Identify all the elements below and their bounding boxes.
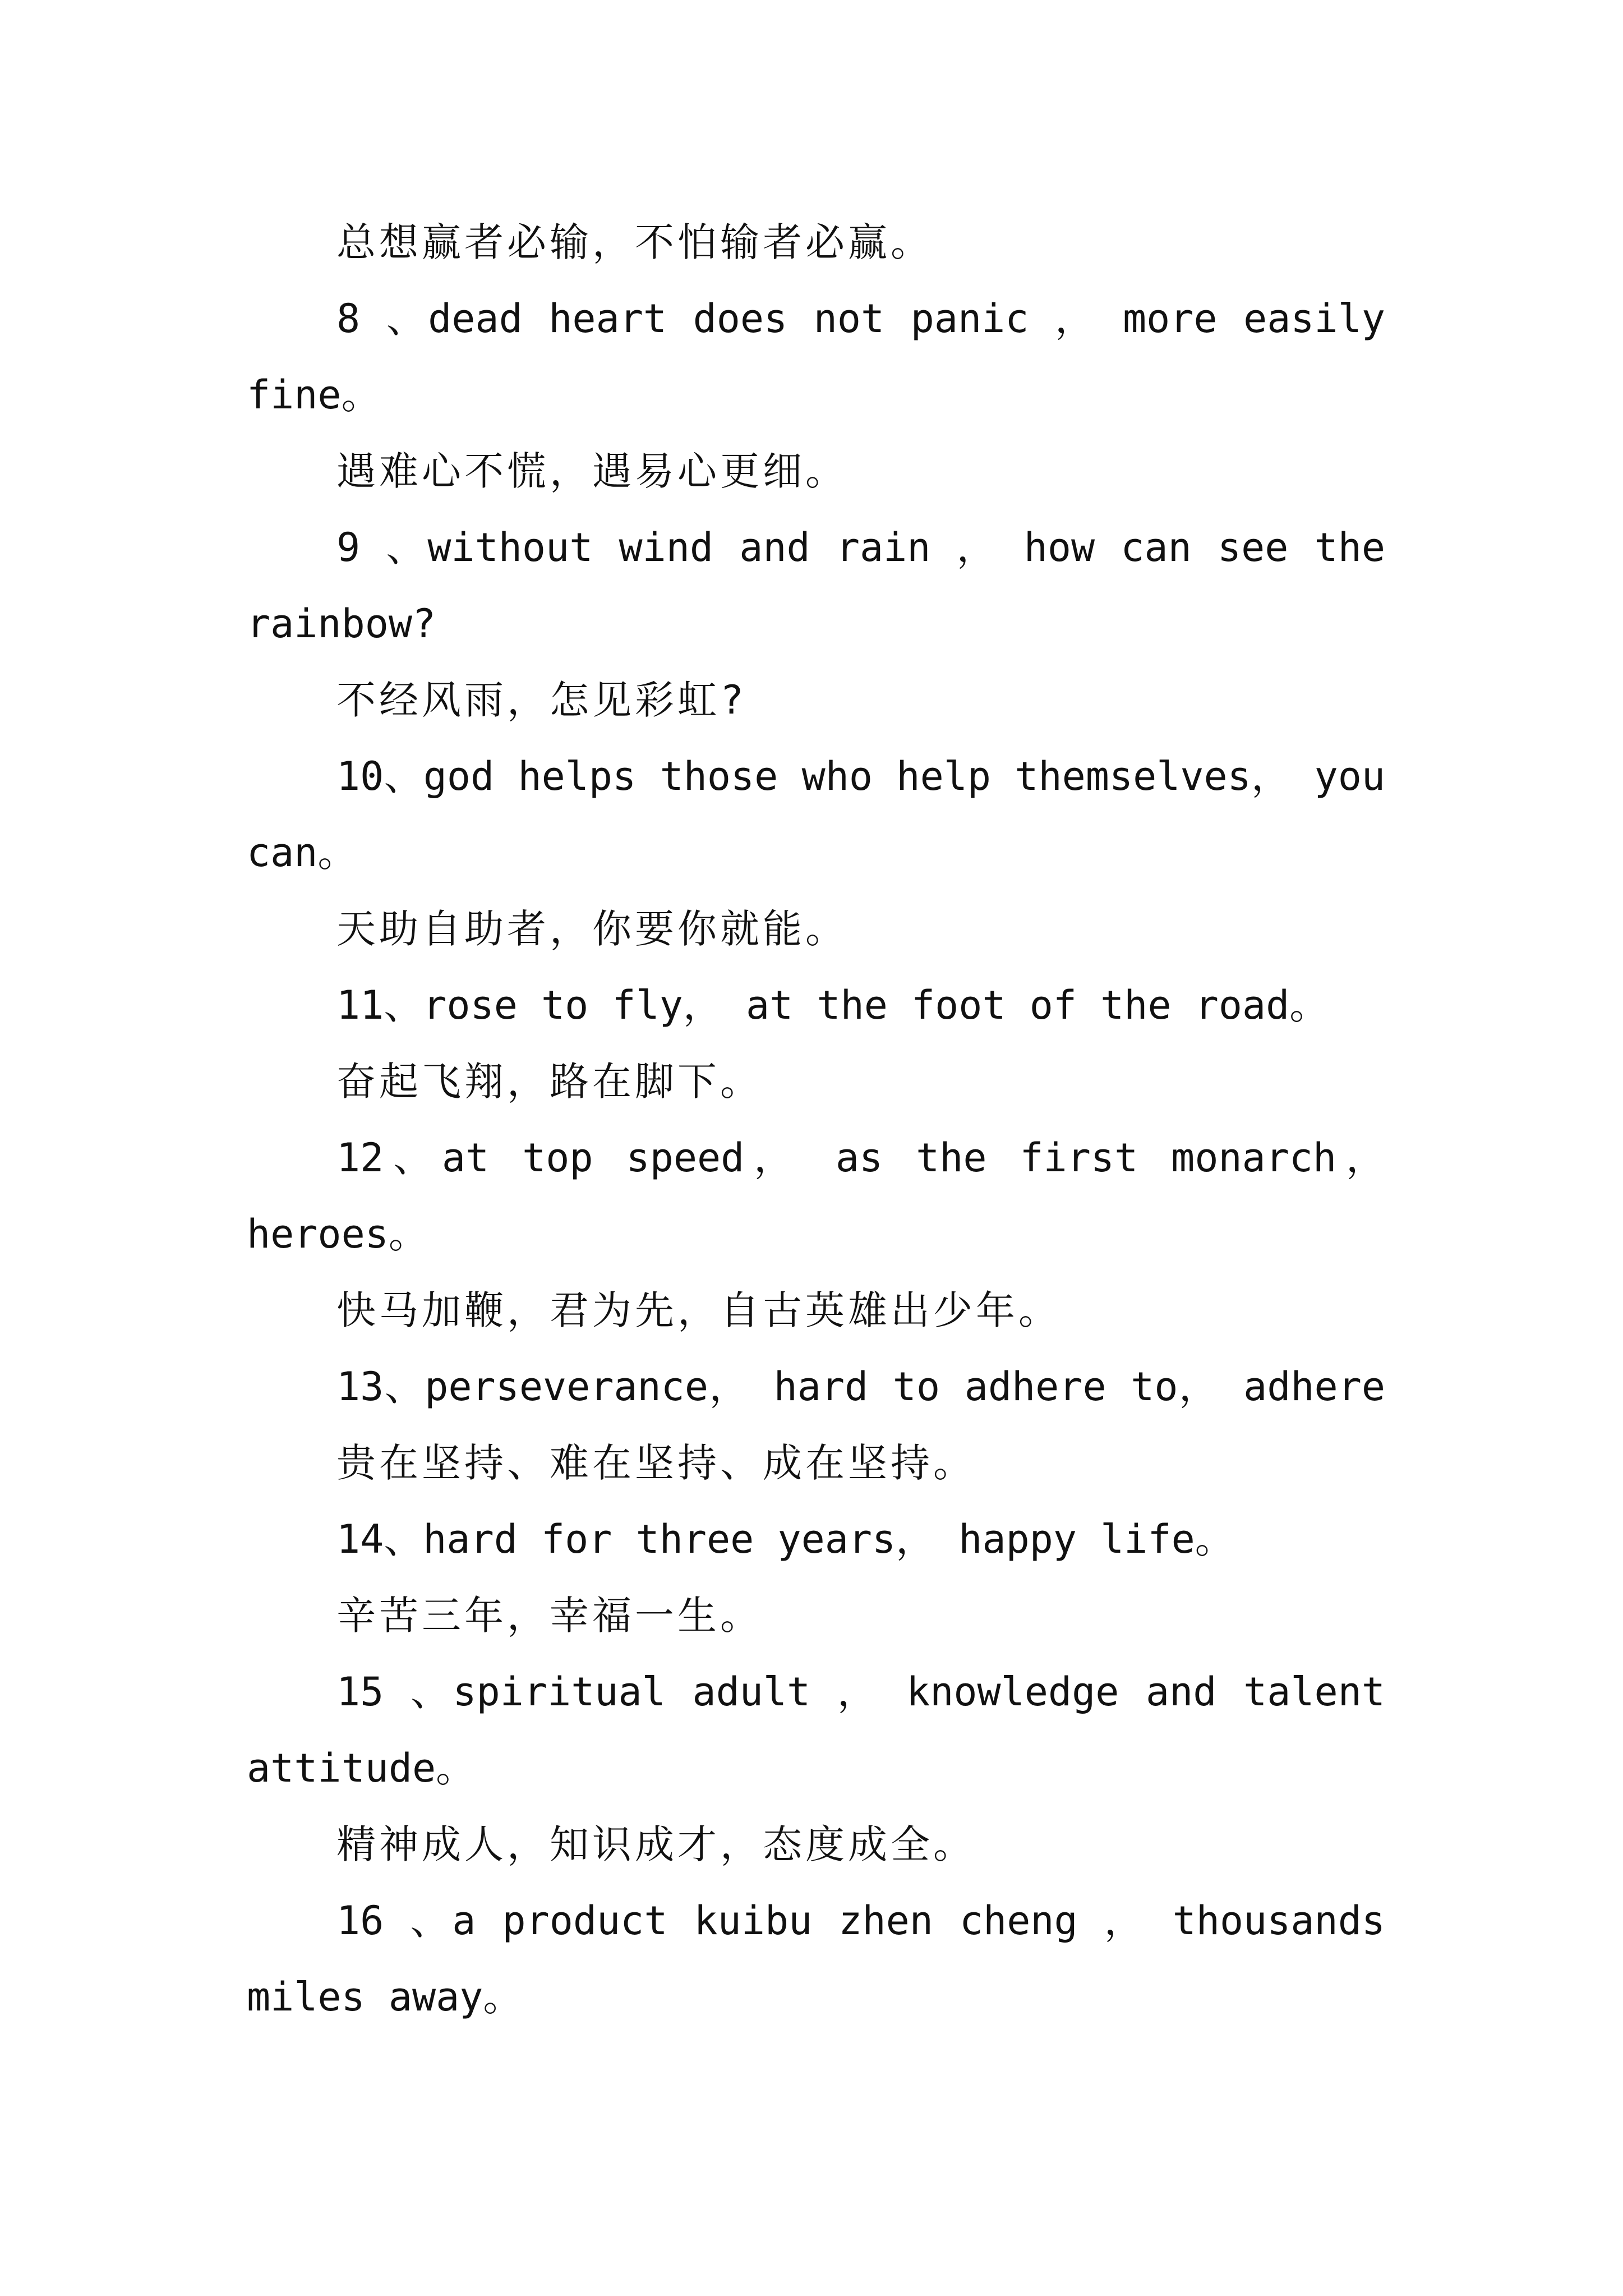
text-line-zh: 奋起飞翔，路在脚下。 xyxy=(336,1059,763,1105)
document-text xyxy=(247,204,1385,2035)
text-line-item-10: 10、god helps those who help themselves， you xyxy=(336,753,1385,799)
text-line-cont: heroes。 xyxy=(247,1211,428,1257)
text-line-item-12: 12、at top speed， as the first monarch， xyxy=(336,1135,1385,1181)
text-line-item-9: 9 、without wind and rain ， how can see the xyxy=(336,524,1385,570)
text-line-zh: 精神成人，知识成才，态度成全。 xyxy=(336,1821,976,1867)
text-line-cont: attitude。 xyxy=(247,1745,476,1791)
text-line-zh: 贵在坚持、难在坚持、成在坚持。 xyxy=(336,1440,976,1486)
text-line-cont: can。 xyxy=(247,830,357,876)
text-line-zh: 天助自助者，你要你就能。 xyxy=(336,906,848,952)
text-line-item-13: 13、perseverance， hard to adhere to， adhere xyxy=(336,1364,1385,1410)
text-line-item-14: 14、hard for three years， happy life。 xyxy=(336,1516,1234,1562)
text-line-zh: 辛苦三年，幸福一生。 xyxy=(336,1593,763,1639)
text-line-cont: rainbow? xyxy=(247,601,436,647)
text-line-cont: miles away。 xyxy=(247,1974,523,2020)
text-line-zh: 快马加鞭，君为先，自古英雄出少年。 xyxy=(336,1287,1061,1333)
text-line-item-16: 16 、a product kuibu zhen cheng ， thousands xyxy=(336,1898,1385,1944)
text-line-item-8: 8 、dead heart does not panic ， more easily xyxy=(336,296,1385,342)
text-line-item-15: 15 、spiritual adult ， knowledge and talent xyxy=(336,1669,1385,1715)
text-line-zh: 遇难心不慌，遇易心更细。 xyxy=(336,448,848,494)
text-line-zh: 不经风雨，怎见彩虹? xyxy=(336,677,748,723)
text-line-zh: 总想赢者必输，不怕输者必赢。 xyxy=(336,219,933,265)
text-line-item-11: 11、rose to fly， at the foot of the road。 xyxy=(336,982,1329,1028)
text-line-cont: fine。 xyxy=(247,372,381,418)
